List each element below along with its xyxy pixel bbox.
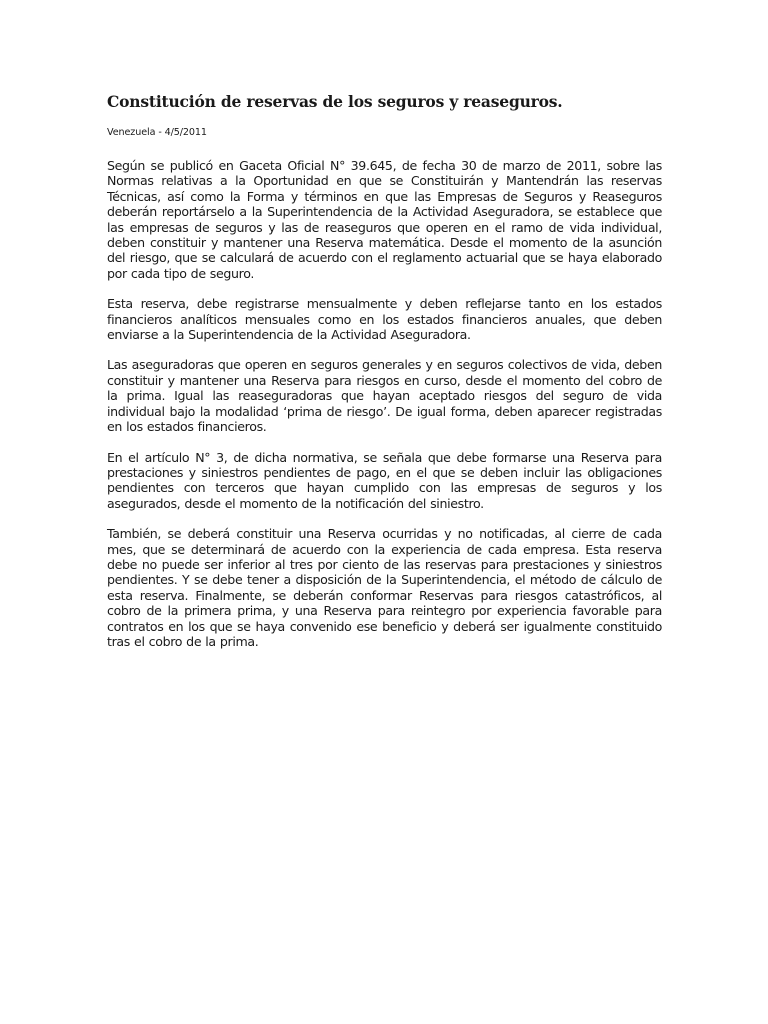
document-page	[107, 92, 662, 664]
paragraph-4: En el artículo N° 3, de dicha normativa, se señala que debe formarse una Reserva para prestaciones y siniestros pendientes de pago, en el que se deben incluir las obligaciones pendientes con terceros que hayan cumplido con las empresas de seguros y los asegurados, desde el momento de la notificación del siniestro.	[107, 449, 662, 511]
document-title: Constitución de reservas de los seguros y reaseguros.	[107, 92, 563, 111]
paragraph-2: Esta reserva, debe registrarse mensualmente y deben reflejarse tanto en los estados financieros analíticos mensuales como en los estados financieros anuales, que deben enviarse a la Superintendencia de la Actividad Aseguradora.	[107, 296, 662, 343]
document-dateline: Venezuela - 4/5/2011	[107, 127, 207, 138]
document-body	[107, 158, 662, 649]
paragraph-1: Según se publicó en Gaceta Oficial N° 39.645, de fecha 30 de marzo de 2011, sobre las Normas relativas a la Oportunidad en que se Constituirán y Mantendrán las reservas Técnicas, así como la Forma y términos en que las Empresas de Seguros y Reaseguros deberán reportárselo a la Superintendencia de la Actividad Aseguradora, se establece que las empresas de seguros y las de reaseguros que operen en el ramo de vida individual, deben constituir y mantener una Reserva matemática. Desde el momento de la asunción del riesgo, que se calculará de acuerdo con el reglamento actuarial que se haya elaborado por cada tipo de seguro.	[107, 158, 662, 281]
paragraph-5: También, se deberá constituir una Reserva ocurridas y no notificadas, al cierre de cada mes, que se determinará de acuerdo con la experiencia de cada empresa. Esta reserva debe no puede ser inferior al tres por ciento de las reservas para prestaciones y siniestros pendientes. Y se debe tener a disposición de la Superintendencia, el método de cálculo de esta reserva. Finalmente, se deberán conformar Reservas para riesgos catastróficos, al cobro de la primera prima, y una Reserva para reintegro por experiencia favorable para contratos en los que se haya convenido ese beneficio y deberá ser igualmente constituido tras el cobro de la prima.	[107, 526, 662, 649]
paragraph-3: Las aseguradoras que operen en seguros generales y en seguros colectivos de vida, deben constituir y mantener una Reserva para riesgos en curso, desde el momento del cobro de la prima. Igual las reaseguradoras que hayan aceptado riesgos del seguro de vida individual bajo la modalidad ‘prima de riesgo’. De igual forma, deben aparecer registradas en los estados financieros.	[107, 357, 662, 435]
